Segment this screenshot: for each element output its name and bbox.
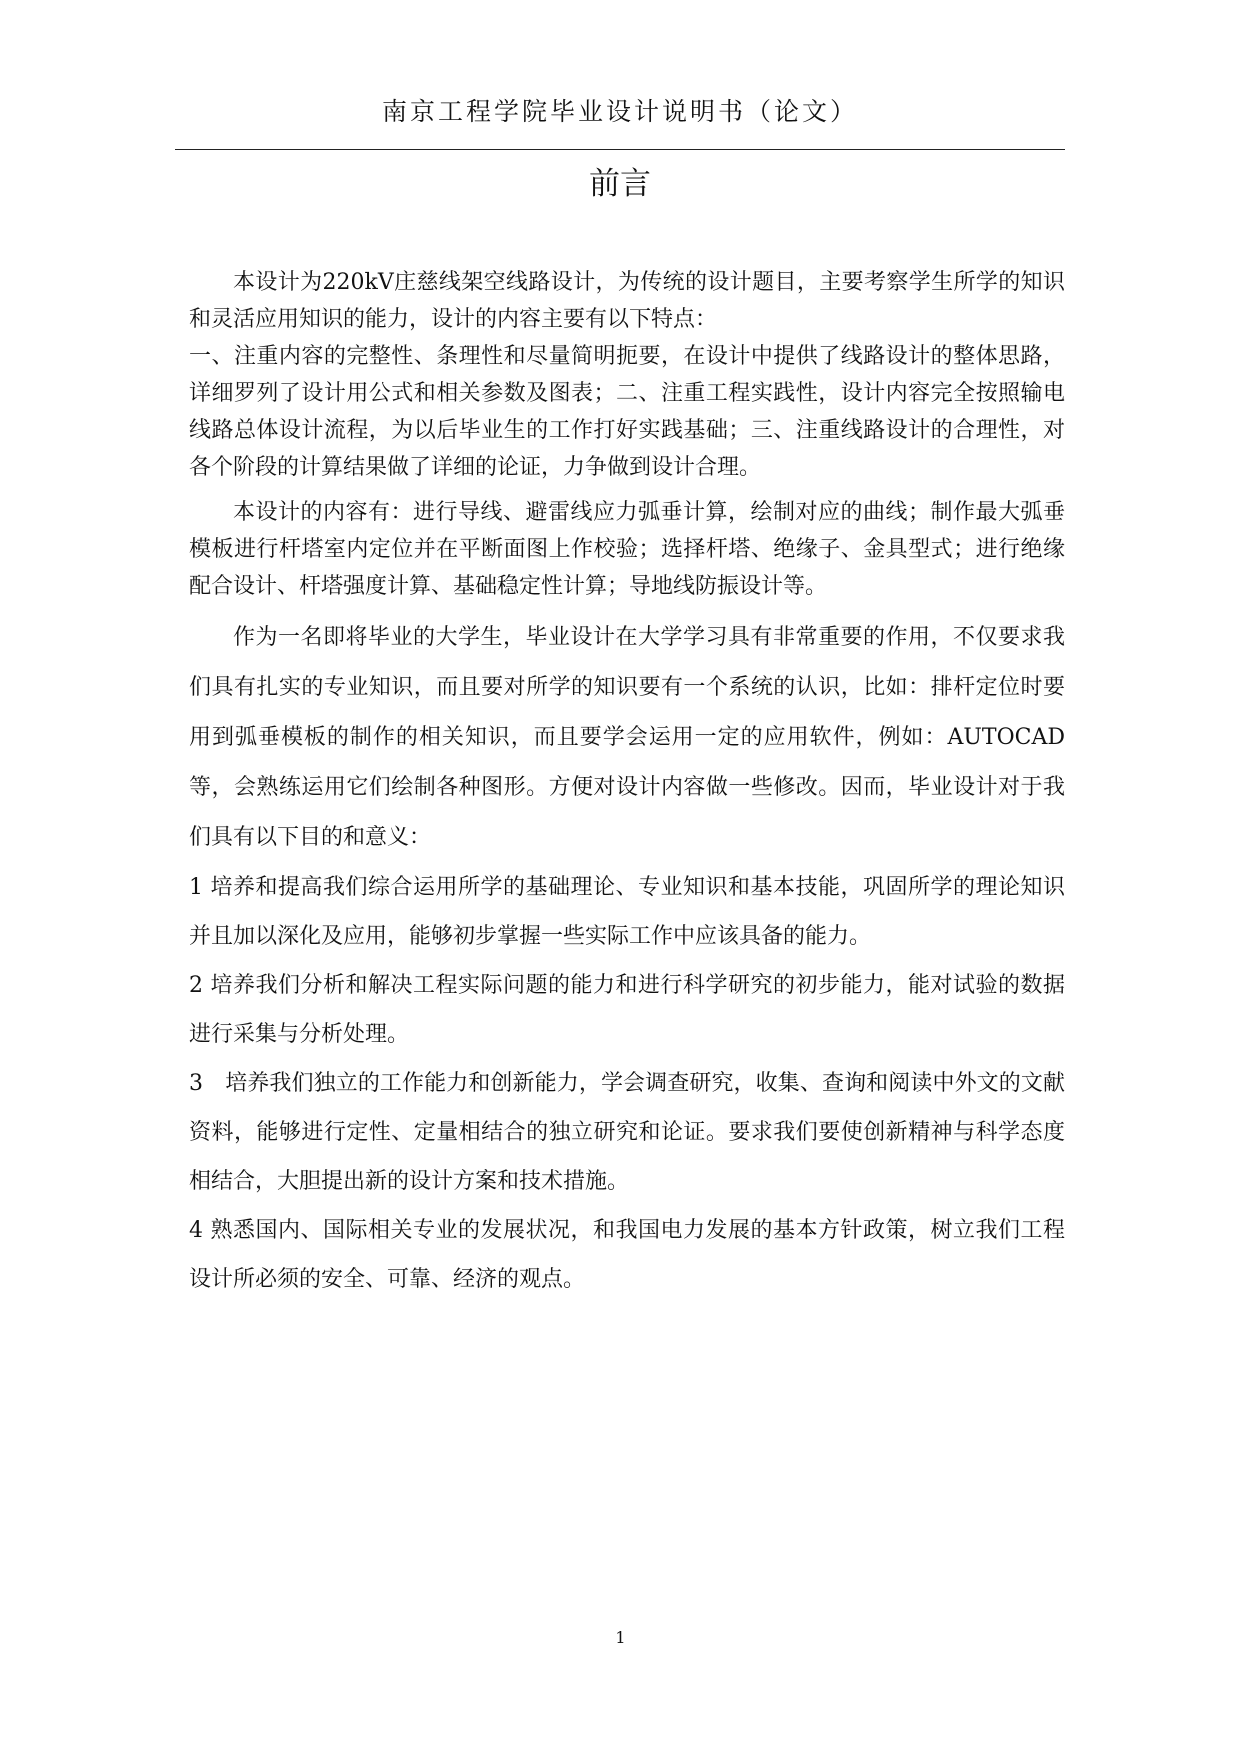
- content-section: [189, 494, 1065, 605]
- intro-section: [189, 264, 1065, 486]
- paragraph: 本设计为220kV庄慈线架空线路设计，为传统的设计题目，主要考察学生所学的知识和灵活应用知识的能力，设计的内容主要有以下特点：: [189, 270, 1065, 332]
- paragraph: 本设计的内容有：进行导线、避雷线应力弧垂计算，绘制对应的曲线；制作最大弧垂模板进行杆塔室内定位并在平断面图上作校验；选择杆塔、绝缘子、金具型式；进行绝缘配合设计、杆塔强度计算、基础稳定性计算；导地线防振设计等。: [189, 500, 1065, 599]
- header-divider: [175, 149, 1065, 150]
- paragraph: 作为一名即将毕业的大学生，毕业设计在大学学习具有非常重要的作用，不仅要求我们具有扎实的专业知识，而且要对所学的知识要有一个系统的认识，比如：排杆定位时要用到弧垂模板的制作的相关知识，而且要学会运用一定的应用软件，例如：AUTOCAD等，会熟练运用它们绘制各种图形。方便对设计内容做一些修改。因而，毕业设计对于我们具有以下目的和意义：: [189, 625, 1065, 850]
- paragraph: 一、注重内容的完整性、条理性和尽量简明扼要，在设计中提供了线路设计的整体思路，详细罗列了设计用公式和相关参数及图表；二、注重工程实践性，设计内容完全按照输电线路总体设计流程，为以后毕业生的工作打好实践基础；三、注重线路设计的合理性，对各个阶段的计算结果做了详细的论证，力争做到设计合理。: [189, 344, 1065, 480]
- list-item: 1 培养和提高我们综合运用所学的基础理论、专业知识和基本技能，巩固所学的理论知识并且加以深化及应用，能够初步掌握一些实际工作中应该具备的能力。: [189, 875, 1065, 949]
- list-item: 2 培养我们分析和解决工程实际问题的能力和进行科学研究的初步能力，能对试验的数据进行采集与分析处理。: [189, 973, 1065, 1047]
- page-number: 1: [615, 1628, 626, 1647]
- list-item: 4 熟悉国内、国际相关专业的发展状况，和我国电力发展的基本方针政策，树立我们工程设计所必须的安全、可靠、经济的观点。: [189, 1218, 1065, 1292]
- document-body: [189, 264, 1065, 1304]
- page-header: 南京工程学院毕业设计说明书（论文）: [381, 97, 858, 126]
- list-item: 3 培养我们独立的工作能力和创新能力，学会调查研究，收集、查询和阅读中外文的文献资料，能够进行定性、定量相结合的独立研究和论证。要求我们要使创新精神与科学态度相结合，大胆提出新的设计方案和技术措施。: [189, 1071, 1065, 1194]
- page-title: 前言: [589, 166, 651, 202]
- purpose-section: [189, 613, 1065, 1304]
